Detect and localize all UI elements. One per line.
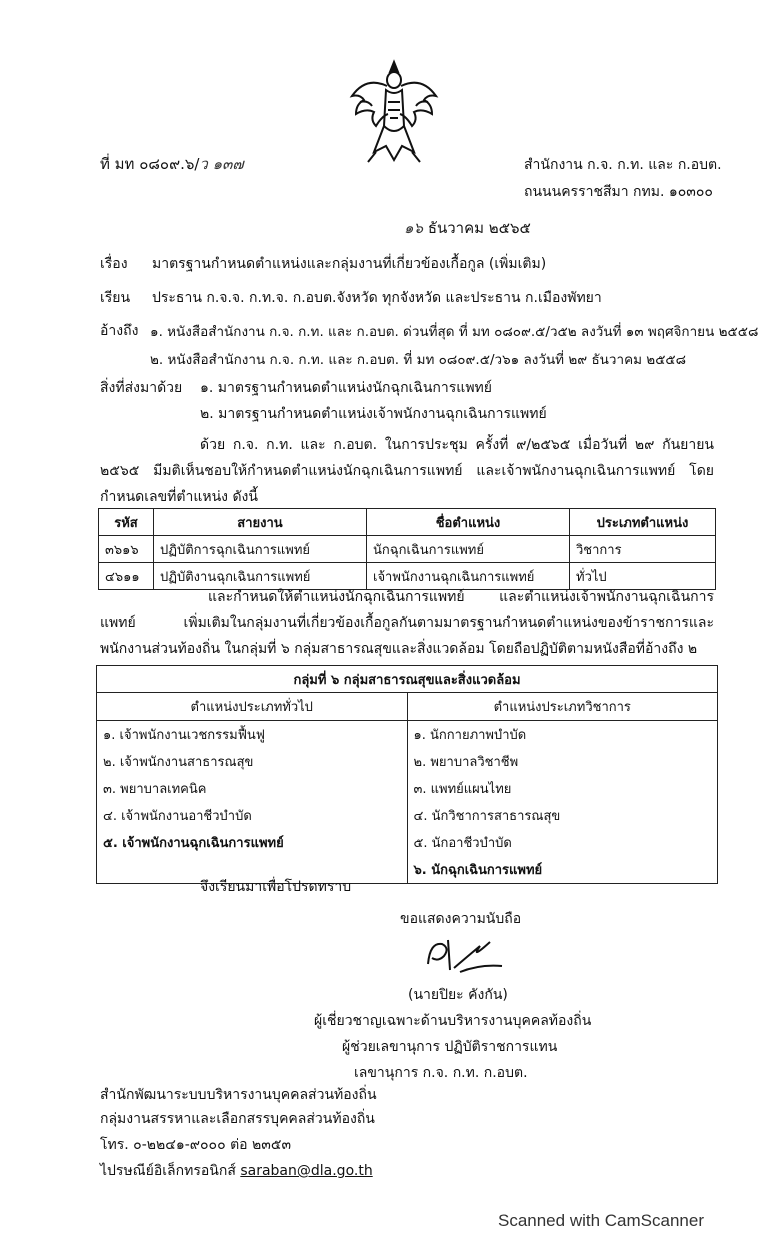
table-cell-code: ๔๖๑๑ xyxy=(99,563,154,590)
document-date xyxy=(404,216,531,240)
date-day-handwritten: ๑๖ xyxy=(404,219,424,237)
table-row xyxy=(97,856,718,884)
footer-office: สำนักพัฒนาระบบบริหารงานบุคคลส่วนท้องถิ่น xyxy=(100,1087,377,1103)
scanner-watermark: Scanned with CamScanner xyxy=(497,1211,704,1230)
academic-position-item-new: ๖. นักฉุกเฉินการแพทย์ xyxy=(407,856,718,884)
table-header-position: ชื่อตำแหน่ง xyxy=(367,509,570,536)
footer-email-link[interactable]: saraban@dla.go.th xyxy=(240,1163,373,1179)
closing-line: จึงเรียนมาเพื่อโปรดทราบ xyxy=(200,879,352,895)
paragraph-resolution: ด้วย ก.จ. ก.ท. และ ก.อบต. ในการประชุม ครั้งที่ ๙/๒๕๖๕ เมื่อวันที่ ๒๙ กันยายน ๒๕๖๕ มีมติเห็นชอบให้กำหนดตำแหน่งนักฉุกเฉินการแพทย์ และเจ้าพนักงานฉุกเฉินการแพทย์ โดยกำหนดเลขที่ตำแหน่ง ดังนี้ xyxy=(100,437,714,505)
handwritten-signature xyxy=(420,934,510,974)
enclosure-label: สิ่งที่ส่งมาด้วย xyxy=(100,380,183,396)
group-col-academic-header: ตำแหน่งประเภทวิชาการ xyxy=(407,693,718,721)
date-month-year: ธันวาคม ๒๕๖๕ xyxy=(423,219,531,237)
table-row xyxy=(97,748,718,775)
general-position-item-new: ๕. เจ้าพนักงานฉุกเฉินการแพทย์ xyxy=(97,829,408,856)
footer-email-line xyxy=(100,1160,373,1182)
document-number-handwritten: ว ๑๓๗ xyxy=(199,155,244,173)
enclosure-item-2: ๒. มาตรฐานกำหนดตำแหน่งเจ้าพนักงานฉุกเฉินการแพทย์ xyxy=(200,406,547,422)
academic-position-item: ๓. แพทย์แผนไทย xyxy=(407,775,718,802)
table-cell-type: ทั่วไป xyxy=(570,563,716,590)
garuda-emblem-icon xyxy=(346,56,442,168)
subject-label: เรื่อง xyxy=(100,256,128,272)
closing-regards: ขอแสดงความนับถือ xyxy=(400,911,522,927)
table-cell-position: นักฉุกเฉินการแพทย์ xyxy=(367,536,570,563)
footer-division: กลุ่มงานสรรหาและเลือกสรรบุคคลส่วนท้องถิ่น xyxy=(100,1111,375,1127)
enclosure-item-1: ๑. มาตรฐานกำหนดตำแหน่งนักฉุกเฉินการแพทย์ xyxy=(200,380,492,396)
subject-text: มาตรฐานกำหนดตำแหน่งและกลุ่มงานที่เกี่ยวข้องเกื้อกูล (เพิ่มเติม) xyxy=(152,256,547,272)
table-row xyxy=(97,829,718,856)
table-cell-position: เจ้าพนักงานฉุกเฉินการแพทย์ xyxy=(367,563,570,590)
general-position-item: ๒. เจ้าพนักงานสาธารณสุข xyxy=(97,748,408,775)
academic-position-item: ๕. นักอาชีวบำบัด xyxy=(407,829,718,856)
recipient-text: ประธาน ก.จ.จ. ก.ท.จ. ก.อบต.จังหวัด ทุกจังหวัด และประธาน ก.เมืองพัทยา xyxy=(152,290,602,306)
sender-street: ถนนนครราชสีมา กทม. ๑๐๓๐๐ xyxy=(524,184,713,200)
general-position-item: ๑. เจ้าพนักงานเวชกรรมฟื้นฟู xyxy=(97,721,408,749)
signer-title-2: ผู้ช่วยเลขานุการ ปฏิบัติราชการแทน xyxy=(342,1039,558,1055)
academic-position-item: ๒. พยาบาลวิชาชีพ xyxy=(407,748,718,775)
table-row xyxy=(97,775,718,802)
reference-label: อ้างถึง xyxy=(100,323,139,339)
group-table-title: กลุ่มที่ ๖ กลุ่มสาธารณสุขและสิ่งแวดล้อม xyxy=(97,666,718,693)
signer-title-1: ผู้เชี่ยวชาญเฉพาะด้านบริหารงานบุคคลท้องถิ่น xyxy=(314,1013,592,1029)
table-cell-code: ๓๖๑๖ xyxy=(99,536,154,563)
sender-address xyxy=(524,152,722,206)
table-header-type: ประเภทตำแหน่ง xyxy=(570,509,716,536)
sender-office: สำนักงาน ก.จ. ก.ท. และ ก.อบต. xyxy=(524,157,722,173)
position-code-table xyxy=(98,508,716,590)
table-header-line: สายงาน xyxy=(154,509,367,536)
table-header-code: รหัส xyxy=(99,509,154,536)
document-number xyxy=(100,152,244,176)
table-row xyxy=(97,721,718,749)
academic-position-item: ๑. นักกายภาพบำบัด xyxy=(407,721,718,749)
signer-title-3: เลขานุการ ก.จ. ก.ท. ก.อบต. xyxy=(354,1065,528,1081)
table-row xyxy=(99,536,716,563)
document-number-prefix: ที่ มท ๐๘๐๙.๖/ xyxy=(100,155,200,173)
recipient-label: เรียน xyxy=(100,290,131,306)
reference-item-2: ๒. หนังสือสำนักงาน ก.จ. ก.ท. และ ก.อบต. ที่ มท ๐๘๐๙.๕/ว๖๑ ลงวันที่ ๒๙ ธันวาคม ๒๕๕๘ xyxy=(150,352,687,368)
group-6-table xyxy=(96,665,718,884)
reference-item-1: ๑. หนังสือสำนักงาน ก.จ. ก.ท. และ ก.อบต. ด่วนที่สุด ที่ มท ๐๘๐๙.๕/ว๕๒ ลงวันที่ ๑๓ พฤศจิกายน ๒๕๕๘ xyxy=(150,324,759,340)
footer-email-label: ไปรษณีย์อิเล็กทรอนิกส์ xyxy=(100,1163,241,1179)
group-col-general-header: ตำแหน่งประเภททั่วไป xyxy=(97,693,408,721)
table-cell-type: วิชาการ xyxy=(570,536,716,563)
paragraph-group-addition: และกำหนดให้ตำแหน่งนักฉุกเฉินการแพทย์ และตำแหน่งเจ้าพนักงานฉุกเฉินการแพทย์ เพิ่มเติมในกลุ่มงานที่เกี่ยวข้องเกื้อกูลกันตามมาตรฐานกำหนดตำแหน่งของข้าราชการและพนักงานส่วนท้องถิ่น ในกลุ่มที่ ๖ กลุ่มสาธารณสุขและสิ่งแวดล้อม โดยถือปฏิบัติตามหนังสือที่อ้างถึง ๒ xyxy=(100,589,714,657)
academic-position-item: ๔. นักวิชาการสาธารณสุข xyxy=(407,802,718,829)
general-position-item: ๓. พยาบาลเทคนิค xyxy=(97,775,408,802)
footer-phone: โทร. ๐-๒๒๔๑-๙๐๐๐ ต่อ ๒๓๕๓ xyxy=(100,1137,292,1153)
general-position-item: ๔. เจ้าพนักงานอาชีวบำบัด xyxy=(97,802,408,829)
signer-name: (นายปิยะ คังกัน) xyxy=(408,987,508,1003)
table-row xyxy=(97,802,718,829)
table-cell-line: ปฏิบัติการฉุกเฉินการแพทย์ xyxy=(154,536,367,563)
table-cell-line: ปฏิบัติงานฉุกเฉินการแพทย์ xyxy=(154,563,367,590)
